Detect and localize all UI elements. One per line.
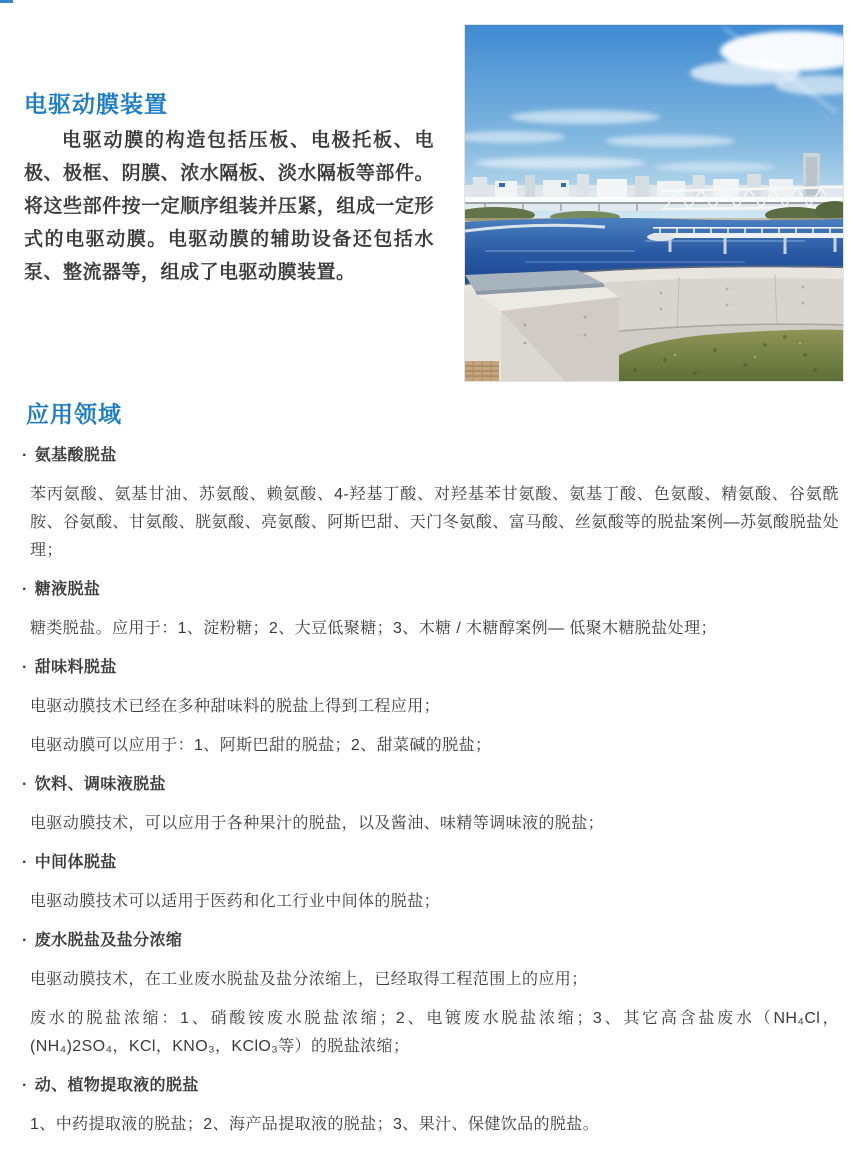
facility-photo-scene [465, 25, 843, 381]
item-paragraph: 糖类脱盐。应用于：1、淀粉糖；2、大豆低聚糖；3、木糖 / 木糖醇案例— 低聚木糖脱盐处理； [30, 620, 717, 637]
item-heading-label: 动、植物提取液的脱盐 [34, 1077, 199, 1094]
item-heading-label: 氨基酸脱盐 [34, 447, 117, 464]
list-item-heading-amino-acid [22, 442, 839, 470]
item-heading-label: 甜味料脱盐 [34, 659, 117, 676]
item-paragraph: 电驱动膜技术可以适用于医药和化工行业中间体的脱盐； [30, 893, 441, 910]
item-paragraph: 废水的脱盐浓缩：1、硝酸铵废水脱盐浓缩；2、电镀废水脱盐浓缩；3、其它高含盐废水（NH₄Cl，(NH₄)2SO₄，KCl，KNO₃，KClO₃等）的脱盐浓缩； [30, 1010, 839, 1055]
item-paragraph: 电驱动膜技术，在工业废水脱盐及盐分浓缩上，已经取得工程范围上的应用； [30, 971, 588, 988]
item-paragraph: 电驱动膜技术，可以应用于各种果汁的脱盐，以及酱油、味精等调味液的脱盐； [30, 815, 605, 832]
item-paragraph: 苯丙氨酸、氨基甘油、苏氨酸、赖氨酸、4-羟基丁酸、对羟基苯甘氨酸、氨基丁酸、色氨酸、精氨酸、谷氨酰胺、谷氨酸、甘氨酸、胱氨酸、亮氨酸、阿斯巴甜、天门冬氨酸、富马酸、丝氨酸等的脱盐案例—苏氨酸脱盐处理； [30, 486, 839, 559]
bullet-icon: · [22, 581, 28, 598]
item-heading-label: 饮料、调味液脱盐 [34, 776, 166, 793]
bullet-icon: · [22, 447, 28, 464]
list-item-heading-extract [22, 1072, 839, 1100]
bullet-icon: · [22, 932, 28, 949]
applications-title: 应用领域 [26, 401, 122, 427]
list-item-heading-intermediate [22, 849, 839, 877]
page-title: 电驱动膜装置 [24, 91, 168, 117]
item-heading-label: 糖液脱盐 [34, 581, 101, 598]
item-heading-label: 废水脱盐及盐分浓缩 [34, 932, 183, 949]
bullet-icon: · [22, 854, 28, 871]
intro-paragraph: 电驱动膜的构造包括压板、电极托板、电极、极框、阴膜、浓水隔板、淡水隔板等部件。将这些部件按一定顺序组装并压紧，组成一定形式的电驱动膜。电驱动膜的辅助设备还包括水泵、整流器等，组成了电驱动膜装置。 [24, 130, 434, 283]
item-paragraph: 1、中药提取液的脱盐；2、海产品提取液的脱盐；3、果汁、保健饮品的脱盐。 [30, 1116, 600, 1133]
item-paragraph: 电驱动膜技术已经在多种甜味料的脱盐上得到工程应用； [30, 698, 441, 715]
item-heading-label: 中间体脱盐 [34, 854, 117, 871]
item-paragraph: 电驱动膜可以应用于：1、阿斯巴甜的脱盐；2、甜菜碱的脱盐； [30, 737, 492, 754]
bullet-icon: · [22, 1077, 28, 1094]
list-item-heading-wastewater [22, 927, 839, 955]
corner-mark [0, 0, 13, 3]
facility-photo [465, 25, 843, 381]
bullet-icon: · [22, 776, 28, 793]
list-item-heading-beverage [22, 771, 839, 799]
applications-list [22, 442, 839, 1150]
bullet-icon: · [22, 659, 28, 676]
list-item-heading-sweetener [22, 654, 839, 682]
corner-block [465, 270, 619, 381]
list-item-heading-sugar [22, 576, 839, 604]
